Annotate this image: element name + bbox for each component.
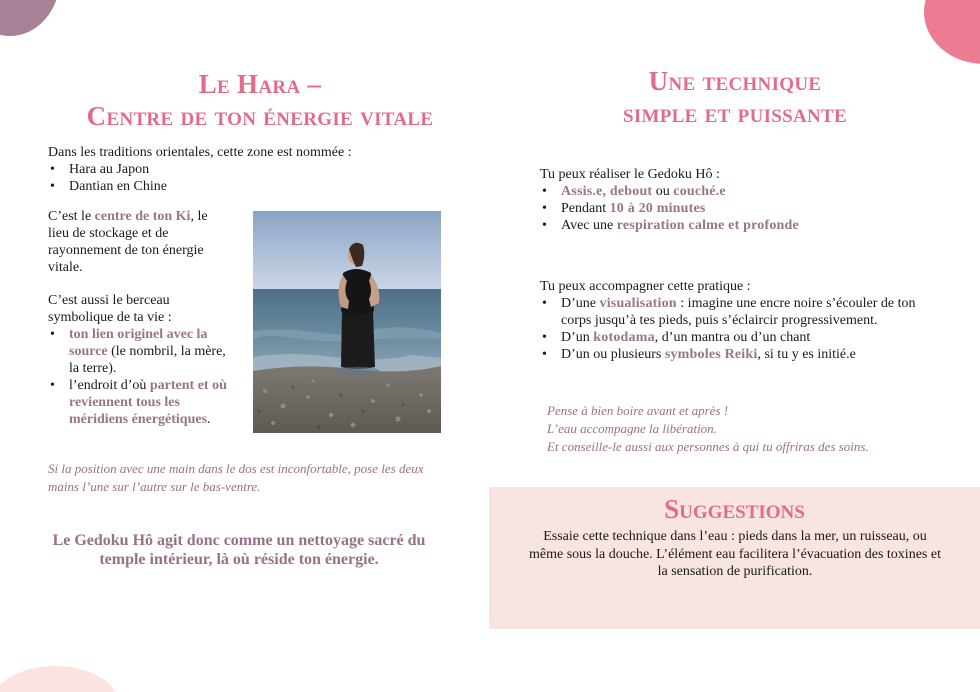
- note-line: Et conseille-le aussi aux personnes à qui tu offriras des soins.: [547, 439, 869, 454]
- accompany-intro: Tu peux accompagner cette pratique :: [540, 279, 751, 294]
- right-italic-note: [547, 402, 937, 456]
- accompany-block: [540, 278, 940, 363]
- visualisation-post: : imagine une encre noire s’écouler de ton corps jusqu’à tes pieds, puis s’éclaircir progressivement.: [561, 296, 916, 328]
- right-title: [520, 65, 950, 129]
- ki-text-start: C’est le: [48, 209, 95, 224]
- sea-photo: [253, 211, 441, 433]
- kotodama-highlight: kotodama: [593, 330, 655, 345]
- list-item: [540, 346, 940, 363]
- cradle-list: [48, 326, 233, 428]
- note-line: Pense à bien boire avant et après !: [547, 403, 729, 418]
- left-italic-note: Si la position avec une main dans le dos est inconfortable, pose les deux mains l’une sur l’autre sur le bas-ventre.: [48, 461, 424, 494]
- position-highlight-2: couché.e: [673, 184, 726, 199]
- list-item: • Dantian en Chine: [48, 178, 468, 195]
- right-title-line2: simple et puissante: [622, 98, 848, 128]
- reiki-pre: D’un ou plusieurs: [561, 347, 665, 362]
- note-line: L’eau accompagne la libération.: [547, 421, 717, 436]
- suggestions-title: Suggestions: [664, 494, 805, 524]
- list-item: [540, 200, 940, 217]
- cradle-item2-pre: l’endroit d’où: [69, 378, 150, 393]
- duration-highlight: 10 à 20 minutes: [609, 201, 706, 216]
- intro-block: [48, 144, 468, 195]
- closing-statement: Le Gedoku Hô agit donc comme un nettoyage sacré du temple intérieur, là où réside ton énergie.: [52, 532, 426, 568]
- suggestions-text: Essaie cette technique dans l’eau : pieds dans la mer, un ruisseau, ou même sous la douche. L’élément eau facilitera l’évacuation des toxines et la sensation de purification.: [529, 529, 941, 579]
- kotodama-pre: D’un: [561, 330, 594, 345]
- list-item: [540, 329, 940, 346]
- list-item: [540, 183, 940, 200]
- breath-highlight: respiration calme et profonde: [616, 218, 799, 233]
- cradle-item2-highlight: partent et où reviennent tous les méridiens énergétiques: [69, 378, 227, 427]
- visualisation-pre: D’une: [561, 296, 600, 311]
- ki-highlight: centre de ton Ki: [94, 209, 191, 224]
- cradle-item1-rest: (le nombril, la mère, la terre).: [69, 344, 226, 376]
- position-or: ou: [652, 184, 674, 199]
- cradle-text: C’est aussi le berceau symbolique de ta vie :: [48, 293, 172, 325]
- list-item: [48, 326, 233, 377]
- cradle-item1-highlight: ton lien originel avec la source: [69, 327, 208, 359]
- gedoku-intro: Tu peux réaliser le Gedoku Hô :: [540, 167, 720, 182]
- breath-pre: Avec une: [561, 218, 617, 233]
- decorative-circle-top-right: [924, 0, 980, 64]
- list-item: [540, 295, 940, 329]
- accompany-list: [540, 295, 940, 363]
- left-title-line1: Le Hara –: [198, 69, 322, 99]
- ki-text-end: , le lieu de stockage et de rayonnement de ton énergie vitale.: [48, 209, 208, 275]
- reiki-highlight: symboles Reiki: [664, 347, 758, 362]
- visualisation-highlight: visualisation: [599, 296, 677, 311]
- ki-paragraph: [48, 208, 230, 276]
- gedoku-block: [540, 166, 940, 234]
- decorative-circle-top-left: [0, 0, 60, 36]
- duration-pre: Pendant: [561, 201, 610, 216]
- cradle-block: [48, 292, 233, 428]
- gedoku-list: [540, 183, 940, 234]
- position-highlight: Assis.e, debout: [561, 184, 653, 199]
- kotodama-post: , d’un mantra ou d’un chant: [654, 330, 811, 345]
- reiki-post: , si tu y es initié.e: [757, 347, 856, 362]
- list-item: • Hara au Japon: [48, 161, 468, 178]
- intro-text: Dans les traditions orientales, cette zone est nommée :: [48, 145, 352, 160]
- right-title-line1: Une technique: [648, 66, 822, 96]
- left-title-line2: Centre de ton énergie vitale: [86, 101, 434, 131]
- cradle-item2-post: .: [207, 412, 211, 427]
- left-title: [40, 68, 480, 132]
- list-item: [540, 217, 940, 234]
- list-item: [48, 377, 233, 428]
- intro-list: [48, 161, 468, 195]
- suggestions-box: [489, 487, 980, 629]
- decorative-circle-bottom-left: [0, 666, 120, 692]
